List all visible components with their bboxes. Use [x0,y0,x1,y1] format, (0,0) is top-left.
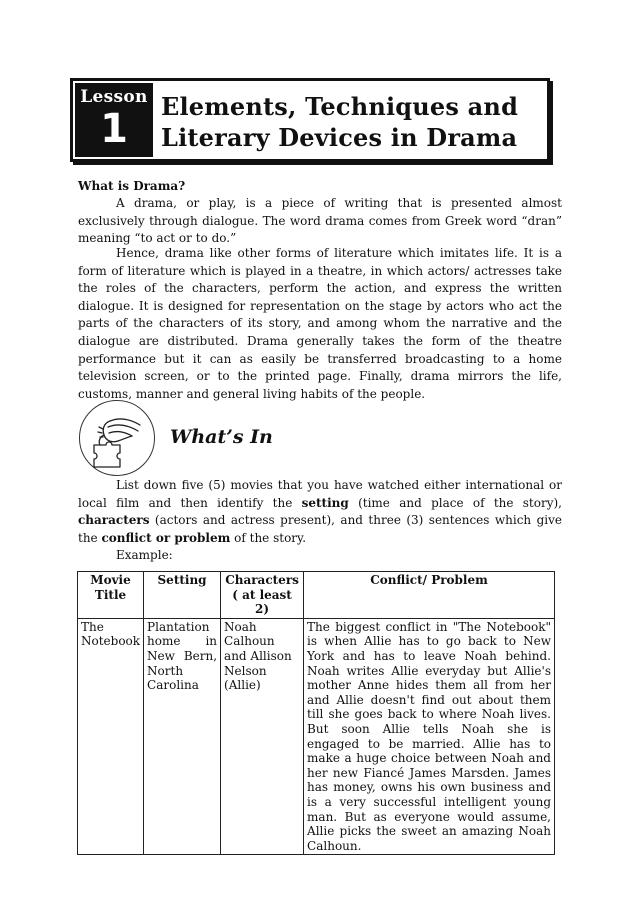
instruction-text-2: (time and place of the story), [348,495,562,510]
what-is-drama-heading: What is Drama? [78,179,186,193]
lesson-badge [75,83,153,157]
hand-puzzle-piece-icon [79,400,155,476]
lesson-number: 1 [100,106,128,152]
instruction-conflict: conflict or problem [101,530,231,545]
lesson-title [161,91,541,153]
table-header-row [78,572,555,619]
cell-conflict: The biggest conflict in "The Notebook" is when Allie has to go back to New York and has to leave Noah behind. Noah writes Allie everyday but Allie's mother Anne hides them all from her and Allie doesn't find out about them till she goes back to where Noah lives. But soon Allie tells Noah she is engaged to be married. Allie has to make a huge choice between Noah and her new Fiancé James Marsden. James has money, owns his own business and is a very successful intelligent young man. But as everyone would assume, Allie picks the sweet an amazing Noah Calhoun. [304,618,555,855]
cell-setting: Plantation home in New Bern, North Carolina [144,618,221,855]
lesson-banner [70,78,550,162]
drama-paragraph-2-text: Hence, drama like other forms of literature which imitates life. It is a form of literature which is played in a theatre, in which actors/ actresses take the roles of the characters, perform the action, and express the written dialogue. It is designed for representation on the stage by actors who act the parts of the characters of its story, and among whom the narrative and the dialogue are distributed. Drama generally takes the form of the theatre performance but it can as easily be transferred broadcasting to a home television screen, or to the printed page. Finally, drama mirrors the life, customs, manner and general living habits of the people. [78,246,562,401]
example-label: Example: [116,548,173,562]
drama-paragraph-1 [78,195,562,248]
instruction-text-4: of the story. [230,530,307,545]
header-characters: Characters ( at least 2) [221,572,304,619]
drama-paragraph-1-text: A drama, or play, is a piece of writing that is presented almost exclusively through dialogue. The word drama comes from Greek word “dran” meaning “to act or to do.” [78,196,562,246]
instruction-text-3: (actors and actress present), and three (3) sentences which give the [78,513,562,545]
table-row [78,618,555,855]
instruction-text-1: List down five (5) movies that you have watched either international or local film and then identify the [78,478,562,510]
example-table [77,571,555,855]
lesson-title-line-2: Literary Devices in Drama [161,123,518,152]
whats-in-instruction [78,477,562,547]
cell-movie-title: The Notebook [78,618,144,855]
hand-puzzle-piece-icon-graphic [80,401,153,474]
instruction-characters: characters [78,513,150,528]
instruction-setting: setting [301,495,349,510]
cell-characters: Noah Calhoun and Allison Nelson (Allie) [221,618,304,855]
drama-paragraph-2 [78,245,562,403]
lesson-title-line-1: Elements, Techniques and [161,92,519,121]
header-movie-title: Movie Title [78,572,144,619]
header-conflict: Conflict/ Problem [304,572,555,619]
whats-in-heading: What’s In [170,426,273,448]
header-setting: Setting [144,572,221,619]
lesson-label: Lesson [80,87,148,107]
